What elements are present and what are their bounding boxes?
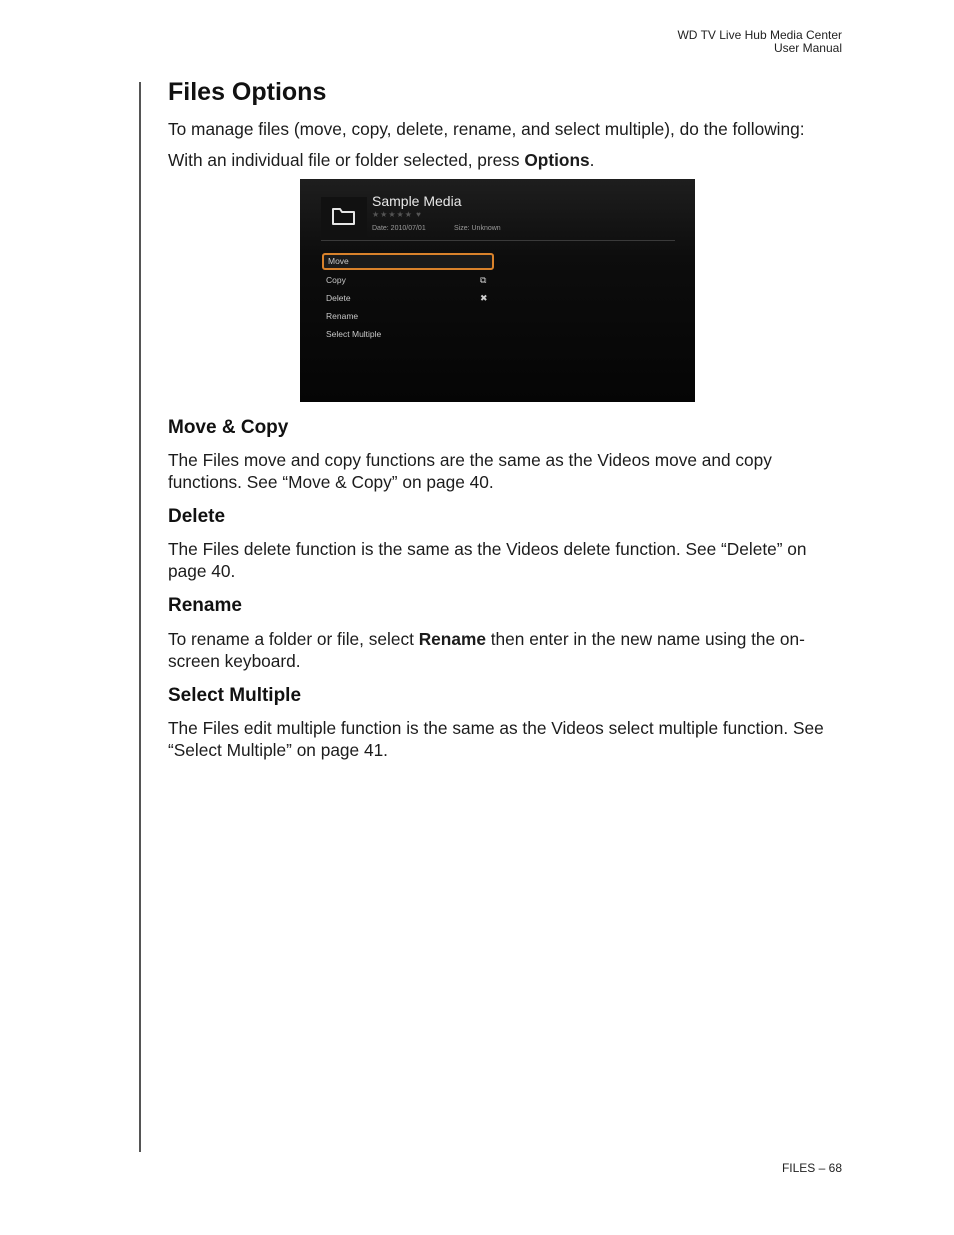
menu-item-label: Delete <box>326 293 351 303</box>
select-multiple-heading: Select Multiple <box>168 685 302 706</box>
folder-icon <box>331 205 357 227</box>
folder-size: Size: Unknown <box>454 225 501 232</box>
folder-date: Date: 2010/07/01 <box>372 225 426 232</box>
menu-item-move[interactable] <box>322 253 494 270</box>
margin-rule <box>139 82 141 1152</box>
rename-keyword: Rename <box>418 629 486 649</box>
move-copy-text: The Files move and copy functions are the same as the Videos move and copy functions. See “Move & Copy” on page 40. <box>168 450 772 492</box>
delete-heading: Delete <box>168 506 226 527</box>
menu-item-label: Move <box>328 256 349 266</box>
menu-item-copy[interactable] <box>322 272 494 289</box>
running-header <box>677 29 842 55</box>
move-copy-heading: Move & Copy <box>168 417 289 438</box>
instruction-end: . <box>589 150 595 170</box>
delete-text: The Files delete function is the same as the Videos delete function. See “Delete” on page 40. <box>168 539 807 581</box>
rating-stars: ★★★★★ ♥ <box>372 210 422 219</box>
rename-heading: Rename <box>168 595 242 616</box>
page-title: Files Options <box>168 78 327 106</box>
menu-item-label: Copy <box>326 275 346 285</box>
folder-name: Sample Media <box>372 193 462 209</box>
instruction-text: With an individual file or folder selected, press <box>168 150 525 170</box>
menu-item-label: Rename <box>326 311 359 321</box>
rename-text-start: To rename a folder or file, select <box>168 629 419 649</box>
page-number: 68 <box>828 1161 842 1175</box>
instruction-paragraph <box>168 149 848 171</box>
manual-product-title: WD TV Live Hub Media Center <box>677 28 842 42</box>
menu-item-select-multiple[interactable] <box>322 326 494 343</box>
select-multiple-text: The Files edit multiple function is the same as the Videos select multiple function. See “Select Multiple” on page 41. <box>168 718 824 760</box>
folder-thumbnail <box>321 197 367 239</box>
header-divider <box>321 240 675 241</box>
rename-text-end: then enter in the new name using the on-screen keyboard. <box>168 629 805 671</box>
menu-item-delete[interactable] <box>322 290 494 307</box>
delete-x-icon: ✖ <box>480 293 488 303</box>
manual-subtitle: User Manual <box>773 41 842 55</box>
menu-item-rename[interactable] <box>322 308 494 325</box>
page-footer <box>782 1161 842 1175</box>
rename-text <box>168 628 848 672</box>
footer-separator: – <box>815 1161 829 1175</box>
footer-section: FILES <box>781 1161 816 1175</box>
menu-item-label: Select Multiple <box>326 329 382 339</box>
options-menu-screenshot <box>300 179 695 402</box>
copy-icon: ⧉ <box>480 275 487 285</box>
intro-paragraph: To manage files (move, copy, delete, rename, and select multiple), do the following: <box>168 119 805 139</box>
options-keyword: Options <box>524 150 590 170</box>
